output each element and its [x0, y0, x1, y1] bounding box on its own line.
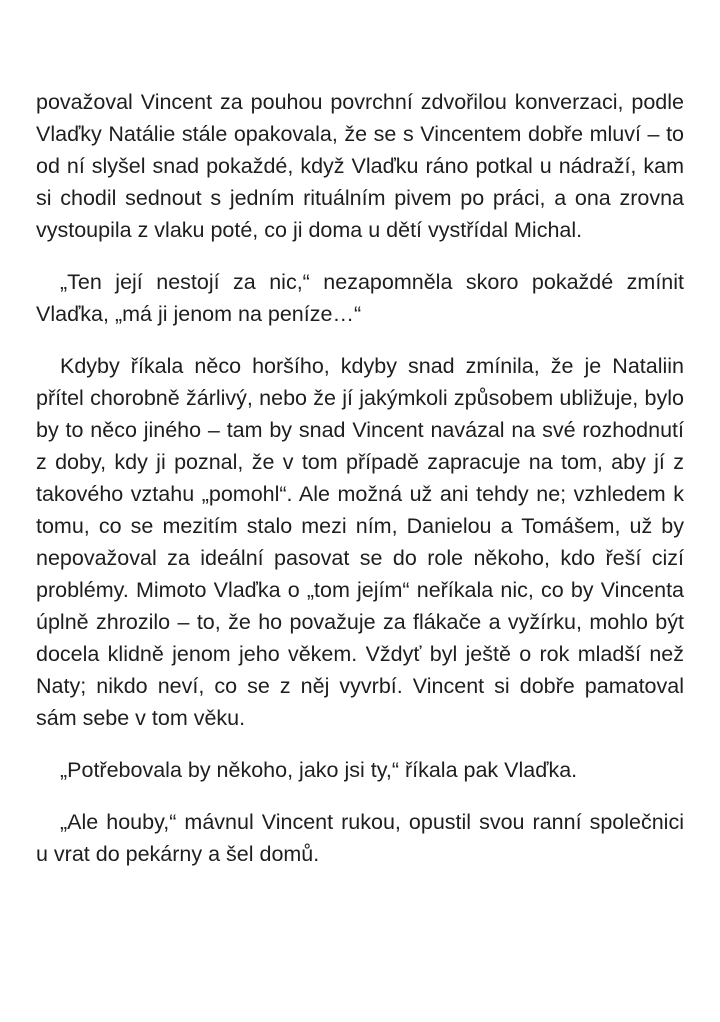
paragraph-3: Kdyby říkala něco horšího, kdyby snad zmínila, že je Nataliin přítel chorobně žárlivý, nebo že jí jakýmkoli způsobem ubližuje, bylo by to něco jiného – tam by snad Vincent navázal na své rozhodnutí z doby, kdy ji poznal, že v tom případě zapracuje na tom, aby jí z takového vztahu „pomohl“. Ale možná už ani tehdy ne; vzhledem k tomu, co se mezitím stalo mezi ním, Danielou a Tomášem, už by nepovažoval za ideální pasovat se do role někoho, kdo řeší cizí problémy. Mimoto Vlaďka o „tom jejím“ neříkala nic, co by Vincenta úplně zhrozilo – to, že ho považuje za flákače a vyžírku, mohlo být docela klidně jenom jeho věkem. Vždyť byl ještě o rok mladší než Naty; nikdo neví, co se z něj vyvrbí. Vincent si dobře pamatoval sám sebe v tom věku.	[36, 354, 684, 730]
paragraph-2: „Ten její nestojí za nic,“ nezapomněla skoro pokaždé zmínit Vlaďka, „má ji jenom na peníze…“	[36, 270, 684, 326]
paragraph-1: považoval Vincent za pouhou povrchní zdvořilou konverzaci, podle Vlaďky Natálie stále opakovala, že se s Vincentem dobře mluví – to od ní slyšel snad pokaždé, když Vlaďku ráno potkal u nádraží, kam si chodil sednout s jedním rituálním pivem po práci, a ona zrovna vystoupila z vlaku poté, co ji doma u dětí vystřídal Michal.	[36, 90, 684, 242]
paragraph-4: „Potřebovala by někoho, jako jsi ty,“ říkala pak Vlaďka.	[60, 758, 578, 782]
book-page	[36, 86, 684, 890]
paragraph-5: „Ale houby,“ mávnul Vincent rukou, opustil svou ranní společnici u vrat do pekárny a šel domů.	[36, 810, 684, 866]
